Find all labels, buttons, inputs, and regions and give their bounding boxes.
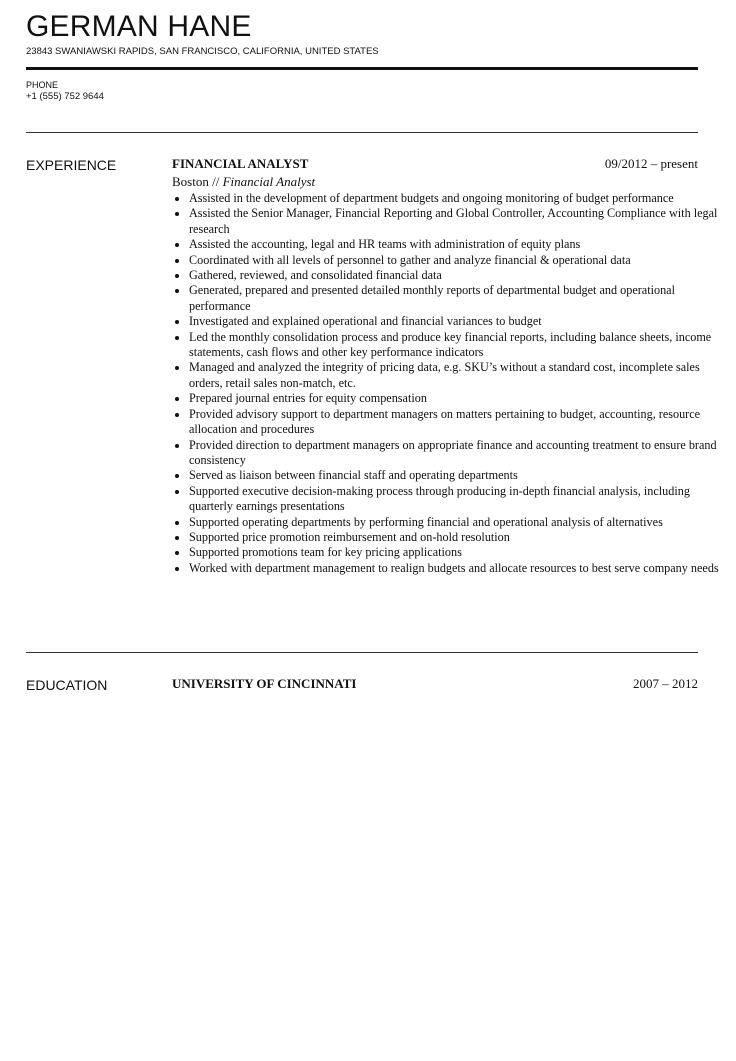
list-item: • Served as liaison between financial staff and operating departments <box>189 468 719 483</box>
list-item: • Managed and analyzed the integrity of pricing data, e.g. SKU’s without a standard cost, incomplete sales orders, retail sales non-match, etc. <box>189 360 719 391</box>
job-dates: 09/2012 – present <box>604 156 698 171</box>
location-role-separator: // <box>208 174 223 189</box>
list-item: • Provided advisory support to department managers on matters pertaining to budget, accounting, resource allocation and procedures <box>189 407 719 438</box>
education-section-title: EDUCATION <box>26 677 108 693</box>
school-name: UNIVERSITY OF CINCINNATI <box>172 676 357 691</box>
list-item: • Gathered, reviewed, and consolidated financial data <box>189 268 719 283</box>
job-title: FINANCIAL ANALYST <box>172 156 309 171</box>
list-item: • Prepared journal entries for equity compensation <box>189 391 719 406</box>
experience-divider <box>26 132 698 133</box>
list-item: • Led the monthly consolidation process and produce key financial reports, including balance sheets, income statements, cash flows and other key performance indicators <box>189 330 719 361</box>
list-item: • Assisted in the development of department budgets and ongoing monitoring of budget performance <box>189 191 719 206</box>
list-item: • Assisted the accounting, legal and HR teams with administration of equity plans <box>189 237 719 252</box>
header-divider <box>26 67 698 70</box>
list-item: • Assisted the Senior Manager, Financial Reporting and Global Controller, Accounting Compliance with legal research <box>189 206 719 237</box>
responsibility-list <box>172 191 719 576</box>
job-location-role <box>172 173 315 190</box>
list-item: • Worked with department management to realign budgets and allocate resources to best serve company needs <box>189 561 719 576</box>
list-item: • Investigated and explained operational and financial variances to budget <box>189 314 719 329</box>
list-item: • Supported price promotion reimbursement and on-hold resolution <box>189 530 719 545</box>
list-item: • Provided direction to department managers on appropriate finance and accounting treatment to ensure brand consistency <box>189 438 719 469</box>
list-item: • Generated, prepared and presented detailed monthly reports of departmental budget and operational performance <box>189 283 719 314</box>
list-item: • Supported promotions team for key pricing applications <box>189 545 719 560</box>
list-item: • Coordinated with all levels of personnel to gather and analyze financial & operational data <box>189 253 719 268</box>
education-divider <box>26 652 698 653</box>
list-item: • Supported executive decision-making process through producing in-depth financial analysis, including quarterly earnings presentations <box>189 484 719 515</box>
address: 23843 SWANIAWSKI RAPIDS, SAN FRANCISCO, CALIFORNIA, UNITED STATES <box>26 46 379 57</box>
phone-label: PHONE <box>26 80 59 90</box>
job-location: Boston <box>172 174 209 189</box>
experience-section-title: EXPERIENCE <box>26 157 117 173</box>
phone-number: +1 (555) 752 9644 <box>26 91 104 102</box>
list-item: • Supported operating departments by performing financial and operational analysis of alternatives <box>189 515 719 530</box>
education-dates: 2007 – 2012 <box>633 676 698 691</box>
job-role: Financial Analyst <box>222 174 316 189</box>
candidate-name: GERMAN HANE <box>26 10 252 43</box>
